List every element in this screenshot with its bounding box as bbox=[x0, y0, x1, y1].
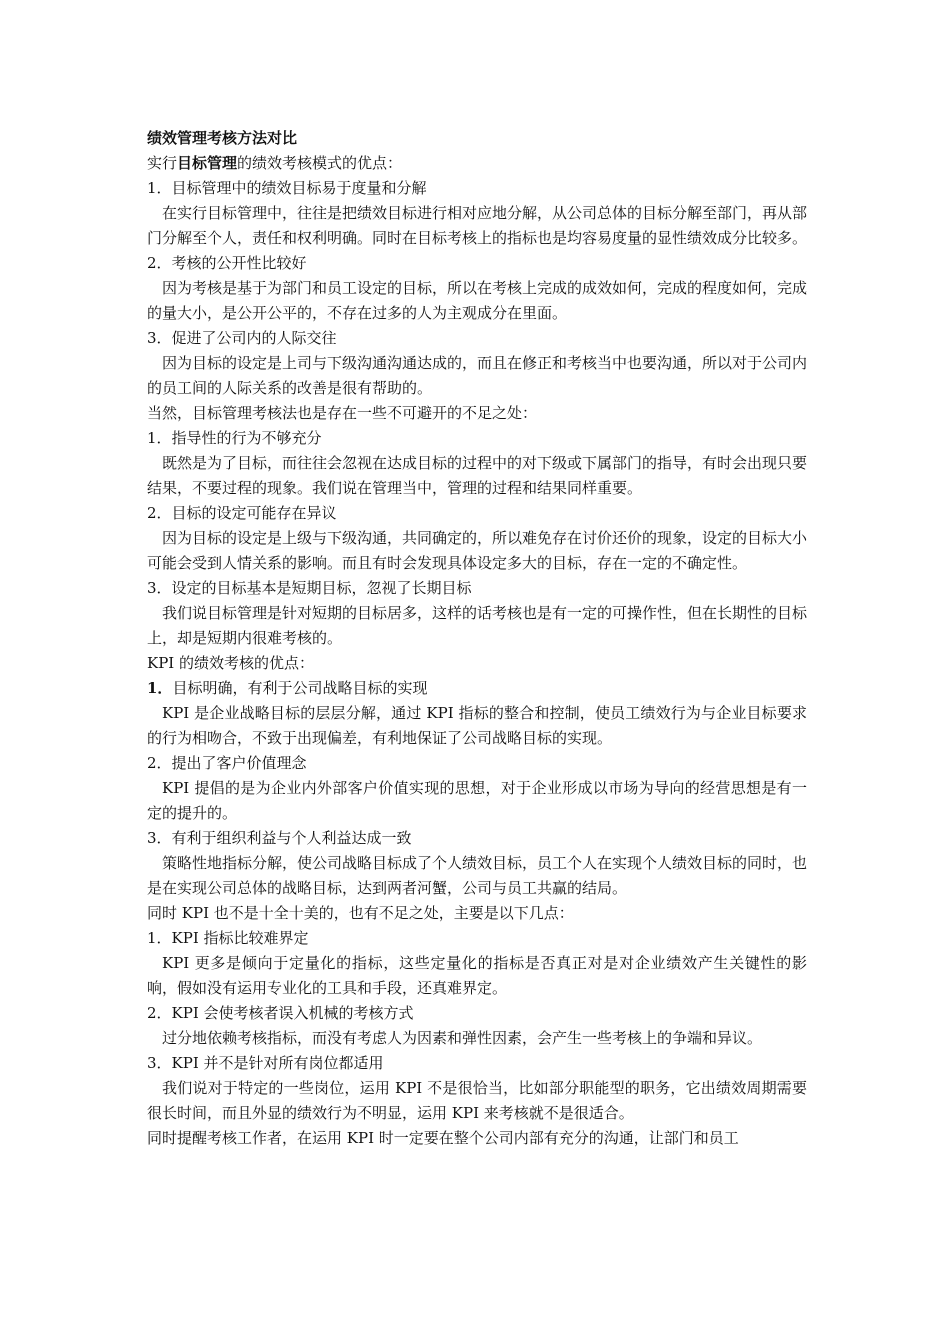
mbo-con-1-text: 既然是为了目标，而往往会忽视在达成目标的过程中的对下级或下属部门的指导，有时会出现只要结果，不要过程的现象。我们说在管理当中，管理的过程和结果同样重要。 bbox=[147, 454, 808, 497]
kpi-pro-1-num: 1． bbox=[147, 679, 173, 697]
mbo-con-2-text: 因为目标的设定是上级与下级沟通，共同确定的，所以难免存在讨价还价的现象，设定的目标大小可能会受到人情关系的影响。而且有时会发现具体设定多大的目标，存在一定的不确定性。 bbox=[147, 529, 808, 572]
kpi-pro-2-text: KPI 提倡的是为企业内外部客户价值实现的思想，对于企业形成以市场为导向的经营思想是有一定的提升的。 bbox=[147, 779, 807, 822]
kpi-con-3-title: 3．KPI 并不是针对所有岗位都适用 bbox=[147, 1054, 384, 1072]
kpi-con-1-text: KPI 更多是倾向于定量化的指标，这些定量化的指标是否真正对是对企业绩效产生关键性的影响，假如没有运用专业化的工具和手段，还真难界定。 bbox=[147, 954, 807, 997]
kpi-pro-3-text: 策略性地指标分解，使公司战略目标成了个人绩效目标，员工个人在实现个人绩效目标的同时，也是在实现公司总体的战略目标，达到两者河蟹，公司与员工共赢的结局。 bbox=[147, 854, 808, 897]
mbo-pro-2-title: 2．考核的公开性比较好 bbox=[147, 254, 307, 272]
kpi-pro-1-text: KPI 是企业战略目标的层层分解，通过 KPI 指标的整合和控制，使员工绩效行为与企业目标要求的行为相吻合，不致于出现偏差，有利地保证了公司战略目标的实现。 bbox=[147, 704, 807, 747]
mbo-pro-2-text: 因为考核是基于为部门和员工设定的目标，所以在考核上完成的成效如何，完成的程度如何，完成的量大小，是公开公平的，不存在过多的人为主观成分在里面。 bbox=[147, 279, 808, 322]
mbo-intro-prefix: 实行 bbox=[147, 154, 178, 172]
mbo-con-2-title: 2．目标的设定可能存在异议 bbox=[147, 504, 337, 522]
mbo-con-3-title: 3．设定的目标基本是短期目标，忽视了长期目标 bbox=[147, 579, 472, 597]
kpi-con-2-text: 过分地依赖考核指标，而没有考虑人为因素和弹性因素，会产生一些考核上的争端和异议。 bbox=[162, 1029, 763, 1047]
kpi-pro-1-title: 目标明确，有利于公司战略目标的实现 bbox=[172, 679, 428, 697]
mbo-pro-1-title: 1．目标管理中的绩效目标易于度量和分解 bbox=[147, 179, 427, 197]
mbo-pro-3-title: 3．促进了公司内的人际交往 bbox=[147, 329, 337, 347]
mbo-con-3-text: 我们说目标管理是针对短期的目标居多，这样的话考核也是有一定的可操作性，但在长期性的目标上，却是短期内很难考核的。 bbox=[147, 604, 808, 647]
kpi-con-3-text: 我们说对于特定的一些岗位，运用 KPI 不是很恰当，比如部分职能型的职务，它出绩效周期需要很长时间，而且外显的绩效行为不明显，运用 KPI 来考核就不是很适合。 bbox=[147, 1079, 807, 1122]
mbo-con-1-title: 1．指导性的行为不够充分 bbox=[147, 429, 322, 447]
document-title: 绩效管理考核方法对比 bbox=[147, 129, 298, 147]
kpi-con-1-title: 1．KPI 指标比较难界定 bbox=[147, 929, 309, 947]
mbo-intro-bold: 目标管理 bbox=[177, 154, 238, 172]
document-page bbox=[147, 126, 807, 1151]
kpi-pro-3-title: 3．有利于组织利益与个人利益达成一致 bbox=[147, 829, 412, 847]
kpi-con-2-title: 2．KPI 会使考核者误入机械的考核方式 bbox=[147, 1004, 414, 1022]
mbo-cons-intro: 当然，目标管理考核法也是存在一些不可避开的不足之处： bbox=[147, 404, 538, 422]
mbo-intro bbox=[147, 151, 807, 176]
kpi-cons-intro: 同时 KPI 也不是十全十美的，也有不足之处，主要是以下几点： bbox=[147, 904, 574, 922]
mbo-pro-1-text: 在实行目标管理中，往往是把绩效目标进行相对应地分解，从公司总体的目标分解至部门，再从部门分解至个人，责任和权利明确。同时在目标考核上的指标也是均容易度量的显性绩效成分比较多。 bbox=[147, 204, 808, 247]
mbo-intro-suffix: 的绩效考核模式的优点： bbox=[237, 154, 403, 172]
kpi-pro-2-title: 2．提出了客户价值理念 bbox=[147, 754, 307, 772]
closing-text: 同时提醒考核工作者，在运用 KPI 时一定要在整个公司内部有充分的沟通，让部门和员工 bbox=[147, 1129, 739, 1147]
mbo-pro-3-text: 因为目标的设定是上司与下级沟通沟通达成的，而且在修正和考核当中也要沟通，所以对于公司内的员工间的人际关系的改善是很有帮助的。 bbox=[147, 354, 808, 397]
kpi-pros-intro: KPI 的绩效考核的优点： bbox=[147, 654, 314, 672]
kpi-pro-1-title-line bbox=[147, 676, 807, 701]
